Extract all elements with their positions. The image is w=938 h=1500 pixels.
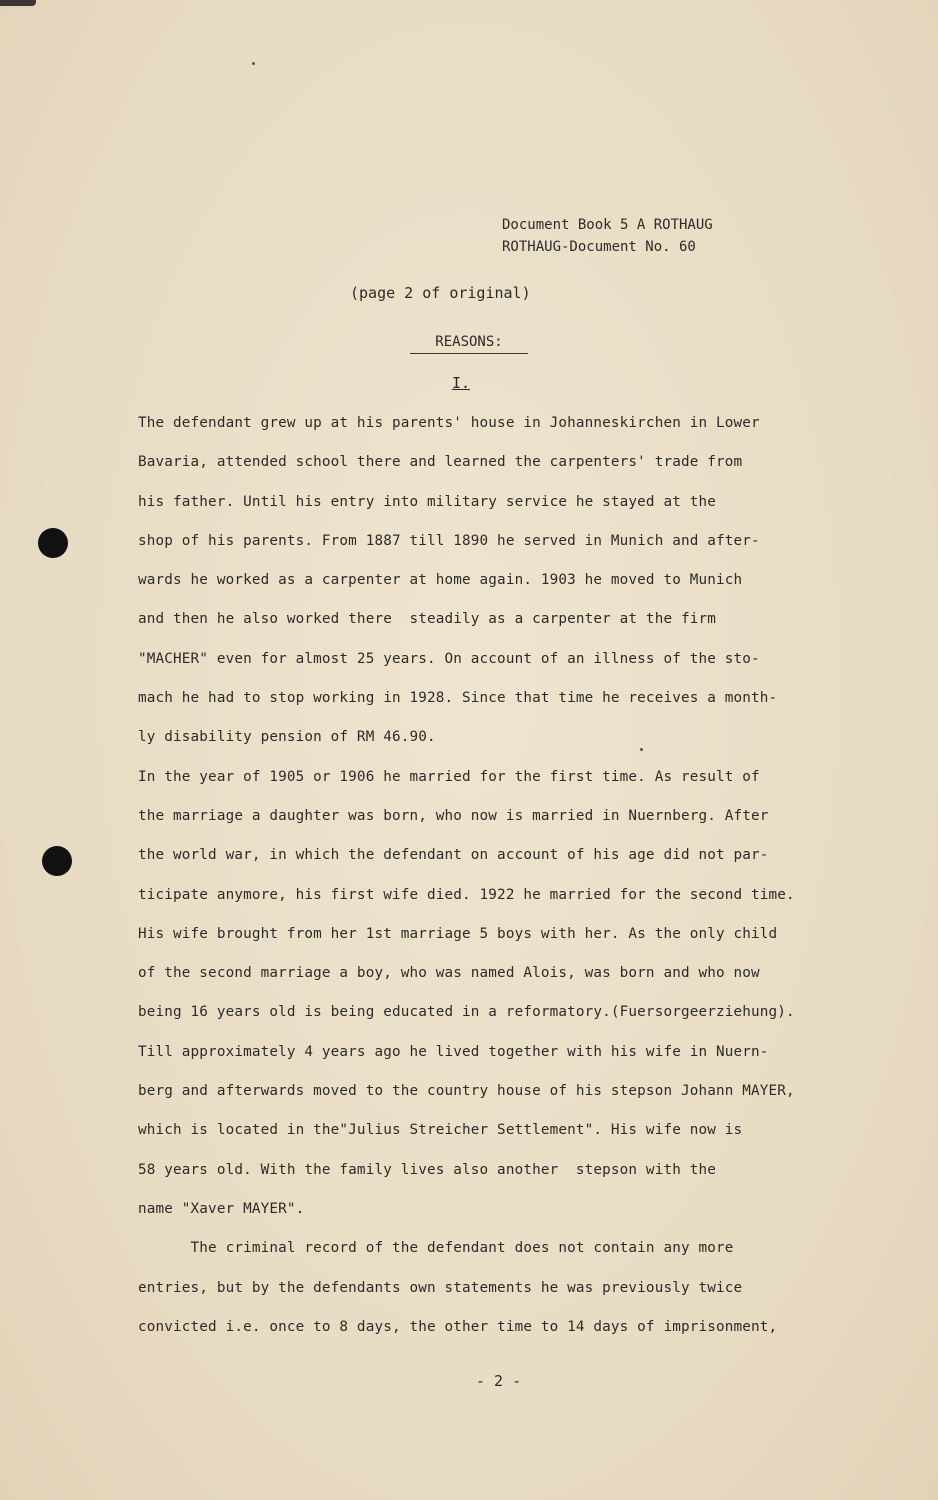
body-line: The criminal record of the defendant does not contain any more	[138, 1240, 734, 1257]
body-line: The defendant grew up at his parents' house in Johanneskirchen in Lower	[138, 415, 760, 431]
page-note: (page 2 of original)	[350, 284, 531, 302]
punch-hole-top	[38, 528, 68, 558]
punch-hole-bottom	[42, 846, 72, 876]
body-line: ticipate anymore, his first wife died. 1922 he married for the second time.	[138, 886, 795, 903]
body-line: which is located in the"Julius Streicher Settlement". His wife now is	[138, 1122, 743, 1139]
body-line: "MACHER" even for almost 25 years. On account of an illness of the sto-	[138, 650, 760, 667]
page-number: - 2 -	[476, 1372, 522, 1390]
body-line: Bavaria, attended school there and learned the carpenters' trade from	[138, 454, 743, 471]
body-text	[138, 404, 858, 1347]
body-line: berg and afterwards moved to the country house of his stepson Johann MAYER,	[138, 1083, 795, 1100]
section-heading: REASONS:	[410, 334, 528, 354]
body-line: and then he also worked there steadily as a carpenter at the firm	[138, 611, 716, 628]
body-line: wards he worked as a carpenter at home again. 1903 he moved to Munich	[138, 572, 743, 589]
body-line: 58 years old. With the family lives also another stepson with the	[138, 1161, 716, 1178]
body-line: the marriage a daughter was born, who now is married in Nuernberg. After	[138, 807, 769, 824]
body-line: shop of his parents. From 1887 till 1890 he served in Munich and after-	[138, 532, 760, 549]
body-line: the world war, in which the defendant on account of his age did not par-	[138, 847, 769, 864]
body-line: mach he had to stop working in 1928. Since that time he receives a month-	[138, 690, 778, 707]
paper-speck	[252, 62, 255, 65]
section-number: I.	[452, 374, 471, 392]
document-reference	[502, 214, 713, 258]
body-line: entries, but by the defendants own statements he was previously twice	[138, 1279, 743, 1296]
body-line: his father. Until his entry into military service he stayed at the	[138, 493, 716, 510]
body-line: His wife brought from her 1st marriage 5 boys with her. As the only child	[138, 925, 778, 942]
body-line: convicted i.e. once to 8 days, the other time to 14 days of imprisonment,	[138, 1318, 778, 1335]
body-line: name "Xaver MAYER".	[138, 1200, 305, 1217]
body-line: of the second marriage a boy, who was named Alois, was born and who now	[138, 965, 760, 982]
body-line: being 16 years old is being educated in a reformatory.(Fuersorgeerziehung).	[138, 1004, 795, 1021]
corner-mark	[0, 0, 36, 6]
body-line: ly disability pension of RM 46.90.	[138, 729, 436, 746]
document-reference-line-2: ROTHAUG-Document No. 60	[502, 239, 696, 255]
body-line: In the year of 1905 or 1906 he married for the first time. As result of	[138, 768, 760, 785]
body-line: Till approximately 4 years ago he lived together with his wife in Nuern-	[138, 1043, 769, 1060]
document-reference-line-1: Document Book 5 A ROTHAUG	[502, 217, 713, 233]
